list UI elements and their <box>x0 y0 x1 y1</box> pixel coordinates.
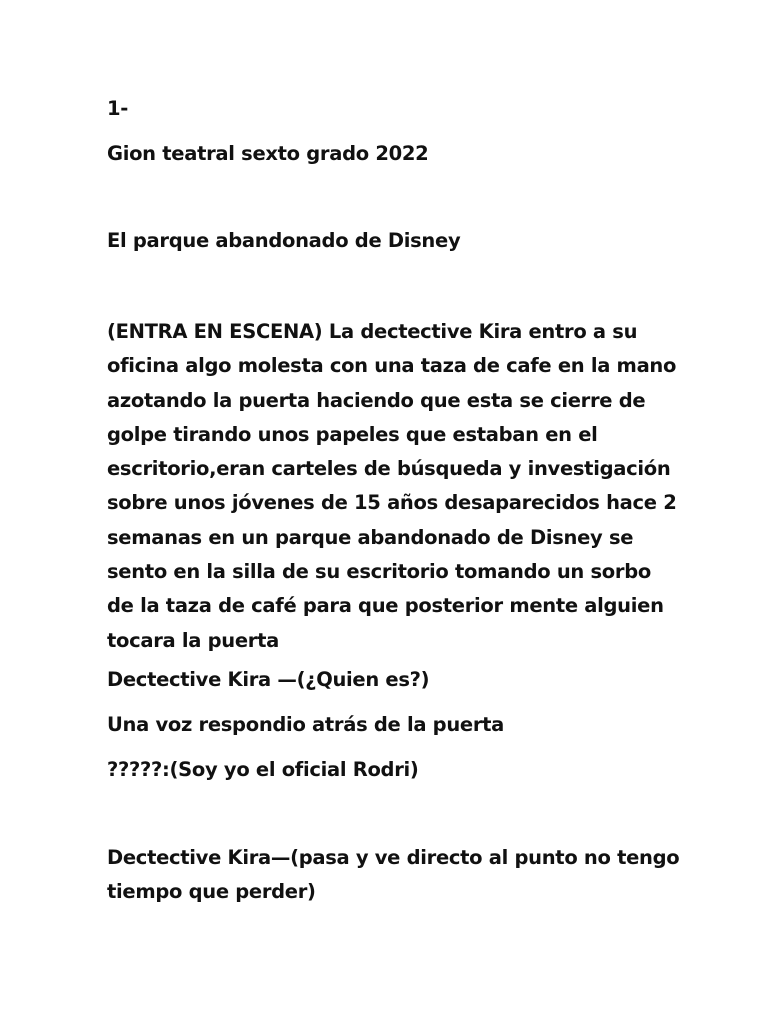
paragraph-line: tocara la puerta <box>107 628 279 652</box>
paragraph-line: escritorio,eran carteles de búsqueda y investigación <box>107 457 671 481</box>
paragraph-line: sento en la silla de su escritorio tomando un sorbo <box>107 560 651 584</box>
dialogue-line: ?????:(Soy yo el oficial Rodri) <box>107 758 419 781</box>
paragraph-line: de la taza de café para que posterior mente alguien <box>107 594 664 618</box>
dialogue-line: Dectective Kira—(pasa y ve directo al punto no tengo <box>107 846 680 869</box>
paragraph-line: semanas en un parque abandonado de Disney se <box>107 525 634 549</box>
paragraph-line: sobre unos jóvenes de 15 años desaparecidos hace 2 <box>107 491 677 515</box>
scene-paragraph <box>107 315 707 658</box>
paragraph-line: oficina algo molesta con una taza de cafe en la mano <box>107 354 677 378</box>
narration-line: Una voz respondio atrás de la puerta <box>107 713 505 736</box>
dialogue-line: Dectective Kira —(¿Quien es?) <box>107 668 430 691</box>
page-number: 1- <box>107 97 129 120</box>
document-title: El parque abandonado de Disney <box>107 229 461 252</box>
paragraph-line: golpe tirando unos papeles que estaban en el <box>107 422 598 446</box>
paragraph-line: azotando la puerta haciendo que esta se cierre de <box>107 388 646 412</box>
document-subtitle: Gion teatral sexto grado 2022 <box>107 142 429 165</box>
dialogue-line: tiempo que perder) <box>107 880 316 903</box>
paragraph-line: (ENTRA EN ESCENA) La dectective Kira entro a su <box>107 320 638 343</box>
